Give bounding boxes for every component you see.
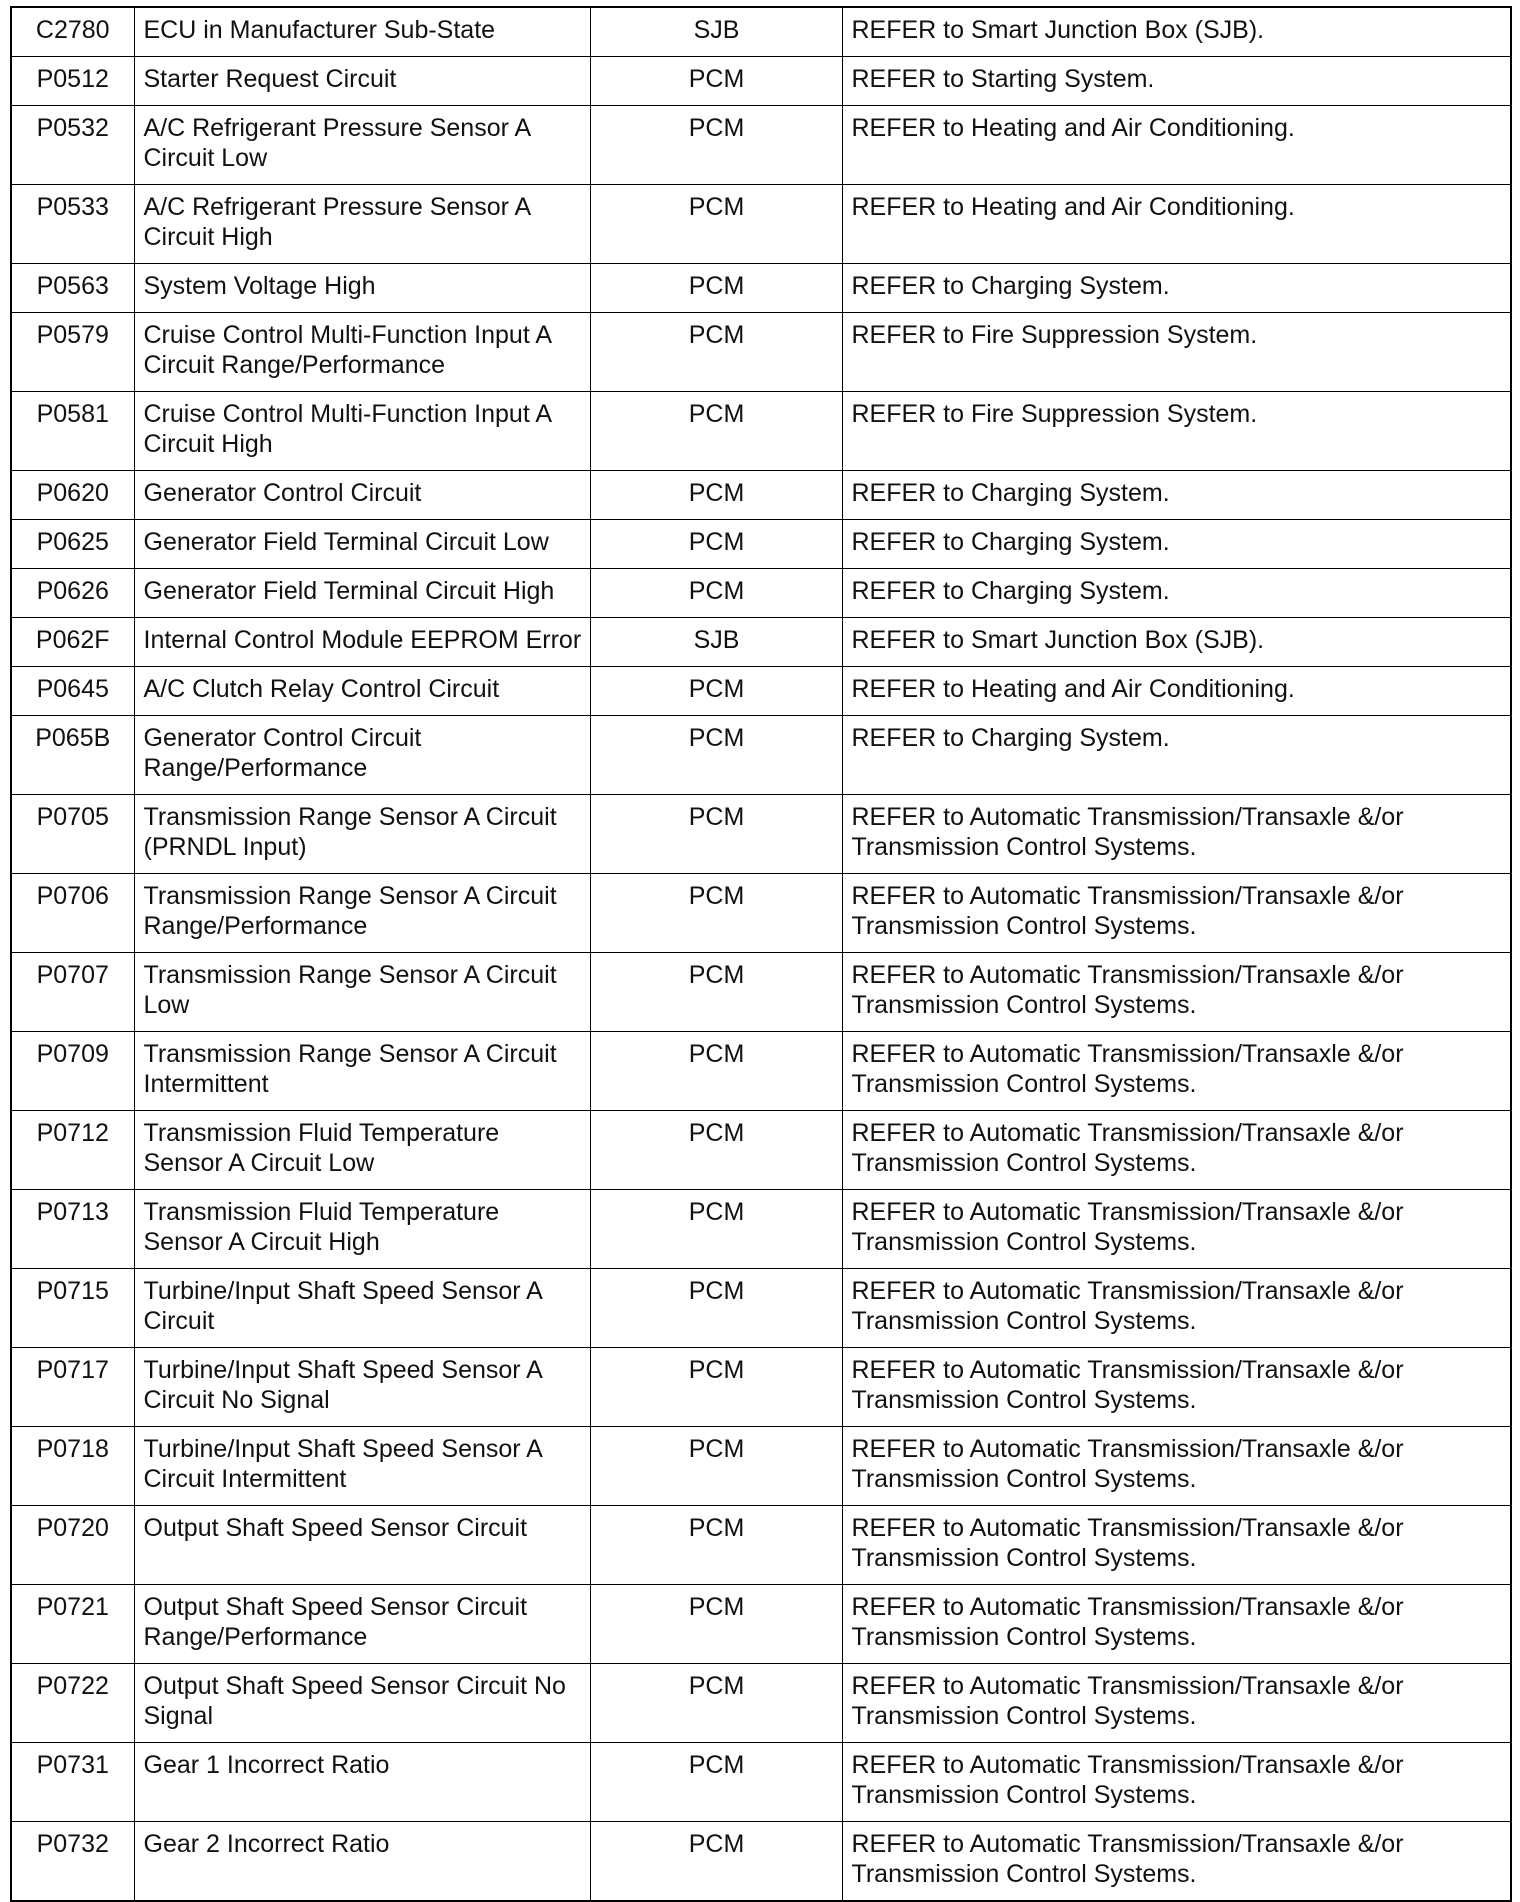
- module-cell: PCM: [590, 1269, 842, 1348]
- table-row: [11, 57, 1511, 106]
- action-cell: REFER to Charging System.: [842, 520, 1511, 569]
- action-cell: REFER to Automatic Transmission/Transaxle &/or Transmission Control Systems.: [842, 1506, 1511, 1585]
- action-cell: REFER to Automatic Transmission/Transaxle &/or Transmission Control Systems.: [842, 953, 1511, 1032]
- action-cell: REFER to Automatic Transmission/Transaxle &/or Transmission Control Systems.: [842, 1269, 1511, 1348]
- action-cell: REFER to Automatic Transmission/Transaxle &/or Transmission Control Systems.: [842, 1348, 1511, 1427]
- action-cell: REFER to Smart Junction Box (SJB).: [842, 7, 1511, 57]
- table-row: [11, 1427, 1511, 1506]
- module-cell: PCM: [590, 874, 842, 953]
- description-cell: Generator Control Circuit: [134, 471, 590, 520]
- dtc-table: [10, 6, 1512, 1902]
- description-cell: Cruise Control Multi-Function Input A Circuit Range/Performance: [134, 313, 590, 392]
- dtc-code-cell: P0706: [11, 874, 134, 953]
- table-row: [11, 392, 1511, 471]
- table-row: [11, 795, 1511, 874]
- dtc-code-cell: P0715: [11, 1269, 134, 1348]
- action-cell: REFER to Heating and Air Conditioning.: [842, 667, 1511, 716]
- table-row: [11, 1664, 1511, 1743]
- dtc-code-cell: P062F: [11, 618, 134, 667]
- description-cell: Transmission Fluid Temperature Sensor A Circuit High: [134, 1190, 590, 1269]
- module-cell: PCM: [590, 57, 842, 106]
- description-cell: Gear 2 Incorrect Ratio: [134, 1822, 590, 1902]
- description-cell: Output Shaft Speed Sensor Circuit Range/Performance: [134, 1585, 590, 1664]
- module-cell: PCM: [590, 716, 842, 795]
- module-cell: PCM: [590, 953, 842, 1032]
- table-row: [11, 1822, 1511, 1902]
- module-cell: SJB: [590, 618, 842, 667]
- dtc-code-cell: P0533: [11, 185, 134, 264]
- table-row: [11, 874, 1511, 953]
- table-row: [11, 106, 1511, 185]
- description-cell: Output Shaft Speed Sensor Circuit: [134, 1506, 590, 1585]
- action-cell: REFER to Fire Suppression System.: [842, 313, 1511, 392]
- action-cell: REFER to Automatic Transmission/Transaxle &/or Transmission Control Systems.: [842, 874, 1511, 953]
- module-cell: PCM: [590, 569, 842, 618]
- module-cell: PCM: [590, 1585, 842, 1664]
- table-row: [11, 264, 1511, 313]
- dtc-code-cell: P0707: [11, 953, 134, 1032]
- description-cell: Internal Control Module EEPROM Error: [134, 618, 590, 667]
- dtc-table-body: [11, 7, 1511, 1901]
- table-row: [11, 1032, 1511, 1111]
- description-cell: Turbine/Input Shaft Speed Sensor A Circuit Intermittent: [134, 1427, 590, 1506]
- dtc-code-cell: P0581: [11, 392, 134, 471]
- description-cell: Output Shaft Speed Sensor Circuit No Signal: [134, 1664, 590, 1743]
- module-cell: PCM: [590, 520, 842, 569]
- dtc-code-cell: P0626: [11, 569, 134, 618]
- dtc-code-cell: P0732: [11, 1822, 134, 1902]
- action-cell: REFER to Automatic Transmission/Transaxle &/or Transmission Control Systems.: [842, 1743, 1511, 1822]
- description-cell: Generator Field Terminal Circuit High: [134, 569, 590, 618]
- module-cell: PCM: [590, 1822, 842, 1902]
- dtc-code-cell: P0721: [11, 1585, 134, 1664]
- module-cell: SJB: [590, 7, 842, 57]
- module-cell: PCM: [590, 1664, 842, 1743]
- dtc-code-cell: P0712: [11, 1111, 134, 1190]
- module-cell: PCM: [590, 1743, 842, 1822]
- table-row: [11, 569, 1511, 618]
- description-cell: Transmission Fluid Temperature Sensor A Circuit Low: [134, 1111, 590, 1190]
- action-cell: REFER to Charging System.: [842, 569, 1511, 618]
- description-cell: A/C Clutch Relay Control Circuit: [134, 667, 590, 716]
- module-cell: PCM: [590, 667, 842, 716]
- module-cell: PCM: [590, 313, 842, 392]
- description-cell: Gear 1 Incorrect Ratio: [134, 1743, 590, 1822]
- description-cell: Turbine/Input Shaft Speed Sensor A Circuit: [134, 1269, 590, 1348]
- dtc-code-cell: P0709: [11, 1032, 134, 1111]
- table-row: [11, 1743, 1511, 1822]
- dtc-code-cell: P0563: [11, 264, 134, 313]
- table-row: [11, 185, 1511, 264]
- description-cell: A/C Refrigerant Pressure Sensor A Circuit High: [134, 185, 590, 264]
- description-cell: Transmission Range Sensor A Circuit (PRNDL Input): [134, 795, 590, 874]
- dtc-code-cell: P0713: [11, 1190, 134, 1269]
- table-row: [11, 1111, 1511, 1190]
- action-cell: REFER to Automatic Transmission/Transaxle &/or Transmission Control Systems.: [842, 1190, 1511, 1269]
- action-cell: REFER to Charging System.: [842, 471, 1511, 520]
- description-cell: Transmission Range Sensor A Circuit Intermittent: [134, 1032, 590, 1111]
- description-cell: System Voltage High: [134, 264, 590, 313]
- dtc-code-cell: P0620: [11, 471, 134, 520]
- action-cell: REFER to Automatic Transmission/Transaxle &/or Transmission Control Systems.: [842, 1111, 1511, 1190]
- module-cell: PCM: [590, 795, 842, 874]
- dtc-code-cell: P065B: [11, 716, 134, 795]
- dtc-code-cell: P0731: [11, 1743, 134, 1822]
- action-cell: REFER to Heating and Air Conditioning.: [842, 185, 1511, 264]
- table-row: [11, 7, 1511, 57]
- description-cell: Turbine/Input Shaft Speed Sensor A Circuit No Signal: [134, 1348, 590, 1427]
- action-cell: REFER to Heating and Air Conditioning.: [842, 106, 1511, 185]
- table-row: [11, 716, 1511, 795]
- dtc-code-cell: P0705: [11, 795, 134, 874]
- action-cell: REFER to Charging System.: [842, 264, 1511, 313]
- table-row: [11, 618, 1511, 667]
- dtc-code-cell: P0720: [11, 1506, 134, 1585]
- module-cell: PCM: [590, 1427, 842, 1506]
- action-cell: REFER to Fire Suppression System.: [842, 392, 1511, 471]
- table-row: [11, 313, 1511, 392]
- action-cell: REFER to Automatic Transmission/Transaxle &/or Transmission Control Systems.: [842, 1032, 1511, 1111]
- description-cell: Transmission Range Sensor A Circuit Low: [134, 953, 590, 1032]
- table-row: [11, 1190, 1511, 1269]
- description-cell: Transmission Range Sensor A Circuit Range/Performance: [134, 874, 590, 953]
- table-row: [11, 1585, 1511, 1664]
- module-cell: PCM: [590, 1111, 842, 1190]
- action-cell: REFER to Automatic Transmission/Transaxle &/or Transmission Control Systems.: [842, 795, 1511, 874]
- table-row: [11, 1348, 1511, 1427]
- action-cell: REFER to Smart Junction Box (SJB).: [842, 618, 1511, 667]
- dtc-code-cell: P0645: [11, 667, 134, 716]
- table-row: [11, 471, 1511, 520]
- description-cell: Generator Field Terminal Circuit Low: [134, 520, 590, 569]
- dtc-code-cell: P0579: [11, 313, 134, 392]
- table-row: [11, 1269, 1511, 1348]
- module-cell: PCM: [590, 1032, 842, 1111]
- dtc-code-cell: P0532: [11, 106, 134, 185]
- description-cell: Starter Request Circuit: [134, 57, 590, 106]
- dtc-code-cell: P0722: [11, 1664, 134, 1743]
- table-row: [11, 667, 1511, 716]
- dtc-code-cell: P0717: [11, 1348, 134, 1427]
- module-cell: PCM: [590, 471, 842, 520]
- module-cell: PCM: [590, 1348, 842, 1427]
- action-cell: REFER to Charging System.: [842, 716, 1511, 795]
- action-cell: REFER to Starting System.: [842, 57, 1511, 106]
- module-cell: PCM: [590, 264, 842, 313]
- description-cell: A/C Refrigerant Pressure Sensor A Circuit Low: [134, 106, 590, 185]
- action-cell: REFER to Automatic Transmission/Transaxle &/or Transmission Control Systems.: [842, 1664, 1511, 1743]
- action-cell: REFER to Automatic Transmission/Transaxle &/or Transmission Control Systems.: [842, 1822, 1511, 1902]
- module-cell: PCM: [590, 1190, 842, 1269]
- action-cell: REFER to Automatic Transmission/Transaxle &/or Transmission Control Systems.: [842, 1585, 1511, 1664]
- dtc-code-cell: P0512: [11, 57, 134, 106]
- table-row: [11, 953, 1511, 1032]
- action-cell: REFER to Automatic Transmission/Transaxle &/or Transmission Control Systems.: [842, 1427, 1511, 1506]
- description-cell: ECU in Manufacturer Sub-State: [134, 7, 590, 57]
- module-cell: PCM: [590, 106, 842, 185]
- dtc-code-cell: P0625: [11, 520, 134, 569]
- dtc-code-cell: C2780: [11, 7, 134, 57]
- description-cell: Cruise Control Multi-Function Input A Circuit High: [134, 392, 590, 471]
- table-row: [11, 520, 1511, 569]
- table-row: [11, 1506, 1511, 1585]
- module-cell: PCM: [590, 1506, 842, 1585]
- module-cell: PCM: [590, 185, 842, 264]
- description-cell: Generator Control Circuit Range/Performance: [134, 716, 590, 795]
- module-cell: PCM: [590, 392, 842, 471]
- dtc-code-cell: P0718: [11, 1427, 134, 1506]
